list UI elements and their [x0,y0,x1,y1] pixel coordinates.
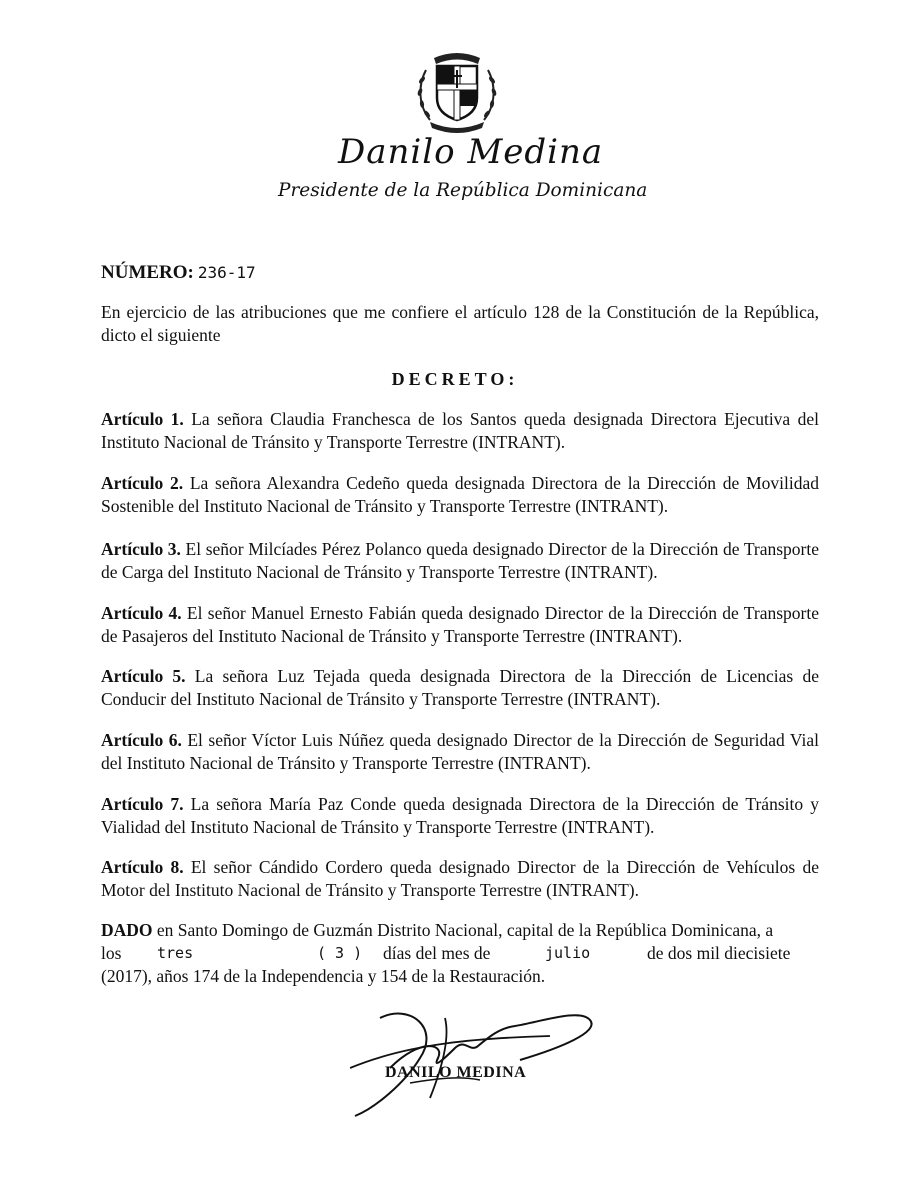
article-1-text: La señora Claudia Franchesca de los Santos queda designada Directora Ejecutiva del Instituto Nacional de Tránsito y Transporte Terrestre (INTRANT). [101,409,819,452]
article-6-text: El señor Víctor Luis Núñez queda designado Director de la Dirección de Seguridad Vial del Instituto Nacional de Tránsito y Transporte Terrestre (INTRANT). [101,730,819,773]
letterhead-title: Presidente de la República Dominicana [278,180,648,201]
dado-day-word: tres [157,944,194,962]
dado-line-1 [101,919,819,942]
dado-line-2 [101,942,819,965]
article-3 [101,538,819,584]
dado-line-3: (2017), años 174 de la Independencia y 154 de la Restauración. [101,966,546,986]
article-7 [101,793,819,839]
dado-month: julio [545,944,591,962]
article-1 [101,408,819,454]
article-5 [101,665,819,711]
article-8-label: Artículo 8. [101,857,184,877]
signature-name: DANILO MEDINA [385,1064,527,1081]
article-2-text: La señora Alexandra Cedeño queda designada Directora de la Dirección de Movilidad Sostenible del Instituto Nacional de Tránsito y Transporte Terrestre (INTRANT). [101,473,819,516]
article-3-text: El señor Milcíades Pérez Polanco queda designado Director de la Dirección de Transporte de Carga del Instituto Nacional de Tránsito y Transporte Terrestre (INTRANT). [101,539,820,582]
article-5-text: La señora Luz Tejada queda designada Directora de la Dirección de Licencias de Conducir del Instituto Nacional de Tránsito y Transporte Terrestre (INTRANT). [101,666,819,709]
dado-paragraph [101,919,819,988]
intro-paragraph: En ejercicio de las atribuciones que me confiere el artículo 128 de la Constitución de la República, dicto el siguiente [101,302,819,345]
dado-day-number: ( 3 ) [317,944,363,962]
decree-number [101,262,256,284]
article-7-text: La señora María Paz Conde queda designada Directora de la Dirección de Tránsito y Vialidad del Instituto Nacional de Tránsito y Transporte Terrestre (INTRANT). [101,794,820,837]
dado-los: los [101,943,122,963]
article-8 [101,856,819,902]
article-3-label: Artículo 3. [101,539,181,559]
article-4-label: Artículo 4. [101,603,182,623]
article-2 [101,472,819,518]
article-2-label: Artículo 2. [101,473,184,493]
letterhead-name: Danilo Medina [338,132,604,172]
article-5-label: Artículo 5. [101,666,186,686]
article-6 [101,729,819,775]
article-8-text: El señor Cándido Cordero queda designado Director de la Dirección de Vehículos de Motor del Instituto Nacional de Tránsito y Transporte Terrestre (INTRANT). [101,857,819,900]
dado-line-1-text: en Santo Domingo de Guzmán Distrito Nacional, capital de la República Dominicana, a [156,920,774,940]
article-1-label: Artículo 1. [101,409,184,429]
article-4-text: El señor Manuel Ernesto Fabián queda designado Director de la Dirección de Transporte de Pasajeros del Instituto Nacional de Tránsito y Transporte Terrestre (INTRANT). [101,603,819,646]
decree-heading: DECRETO: [391,369,519,389]
handwritten-signature-icon [350,998,600,1118]
dado-year-words: de dos mil diecisiete [647,943,791,963]
coat-of-arms-icon [412,40,502,136]
dado-label: DADO [101,920,153,940]
decree-number-label: NÚMERO: [101,262,194,283]
article-7-label: Artículo 7. [101,794,184,814]
article-6-label: Artículo 6. [101,730,182,750]
decree-number-value: 236-17 [197,263,256,282]
dado-mid-text: días del mes de [383,943,491,963]
article-4 [101,602,819,648]
